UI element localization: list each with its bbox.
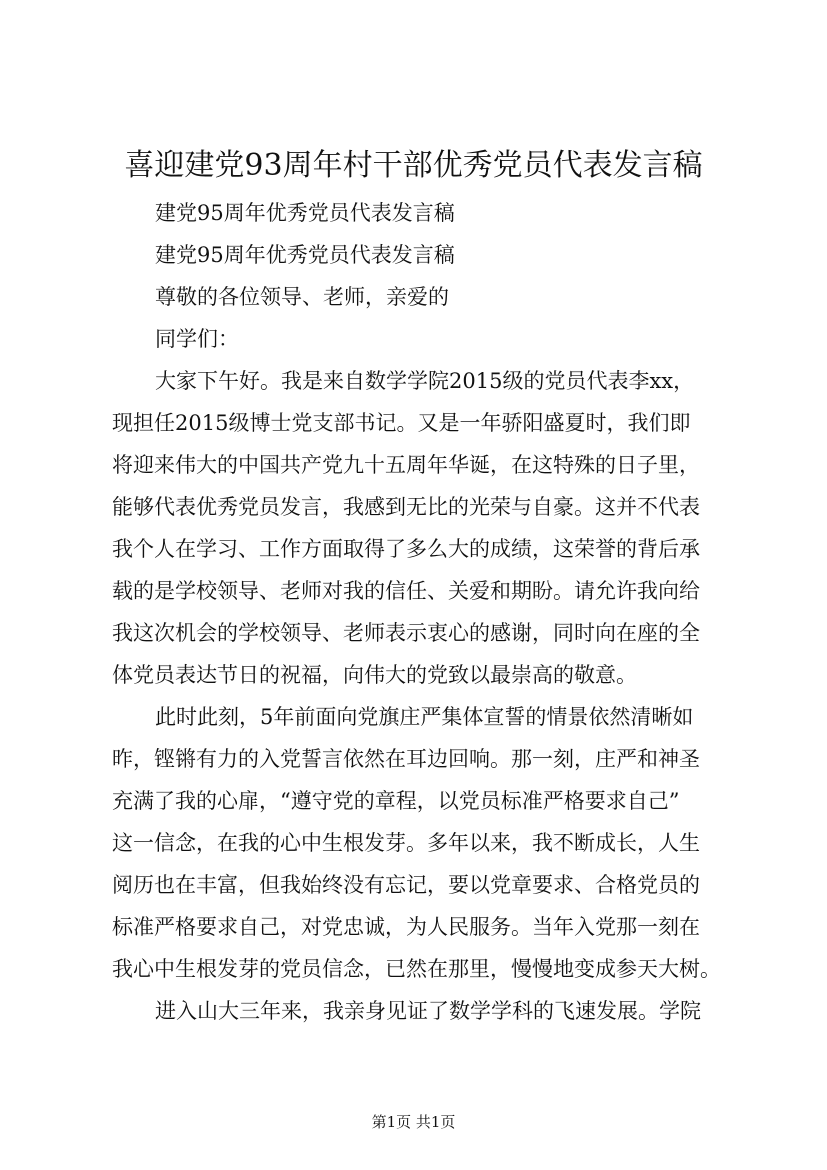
header-line: 建党95周年优秀党员代表发言稿 (155, 201, 455, 225)
document-title: 喜迎建党93周年村干部优秀党员代表发言稿 (124, 148, 703, 183)
paragraph-line: 阅历也在丰富，但我始终没有忘记，要以党章要求、合格党员的 (112, 873, 700, 897)
page-footer: 第1页 共1页 (371, 1113, 456, 1131)
paragraph-line: 载的是学校领导、老师对我的信任、关爱和期盼。请允许我向给 (112, 579, 700, 603)
paragraph-line: 体党员表达节日的祝福，向伟大的党致以最崇高的敬意。 (112, 663, 637, 687)
paragraph-line: 充满了我的心扉，“遵守党的章程，以党员标准严格要求自己” (112, 789, 680, 813)
paragraph-line: 标准严格要求自己，对党忠诚，为人民服务。当年入党那一刻在 (112, 915, 700, 939)
salutation-line: 同学们： (155, 327, 239, 351)
paragraph-line: 将迎来伟大的中国共产党九十五周年华诞，在这特殊的日子里， (112, 453, 700, 477)
paragraph-line: 我心中生根发芽的党员信念，已然在那里，慢慢地变成参天大树。 (112, 957, 721, 981)
paragraph-line: 现担任2015级博士党支部书记。又是一年骄阳盛夏时，我们即 (112, 411, 691, 435)
salutation-line: 尊敬的各位领导、老师，亲爱的 (155, 285, 449, 309)
paragraph-line: 昨，铿锵有力的入党誓言依然在耳边回响。那一刻，庄严和神圣 (112, 747, 700, 771)
paragraph-line: 我这次机会的学校领导、老师表示衷心的感谢，同时向在座的全 (112, 621, 700, 645)
paragraph-line: 这一信念，在我的心中生根发芽。多年以来，我不断成长，人生 (112, 831, 700, 855)
paragraph-line: 进入山大三年来，我亲身见证了数学学科的飞速发展。学院 (155, 999, 701, 1023)
paragraph-line: 此时此刻，5年前面向党旗庄严集体宣誓的情景依然清晰如 (155, 705, 694, 729)
paragraph-line: 我个人在学习、工作方面取得了多么大的成绩，这荣誉的背后承 (112, 537, 700, 561)
paragraph-line: 大家下午好。我是来自数学学院2015级的党员代表李xx， (155, 369, 695, 393)
header-line: 建党95周年优秀党员代表发言稿 (155, 243, 455, 267)
paragraph-line: 能够代表优秀党员发言，我感到无比的光荣与自豪。这并不代表 (112, 495, 700, 519)
